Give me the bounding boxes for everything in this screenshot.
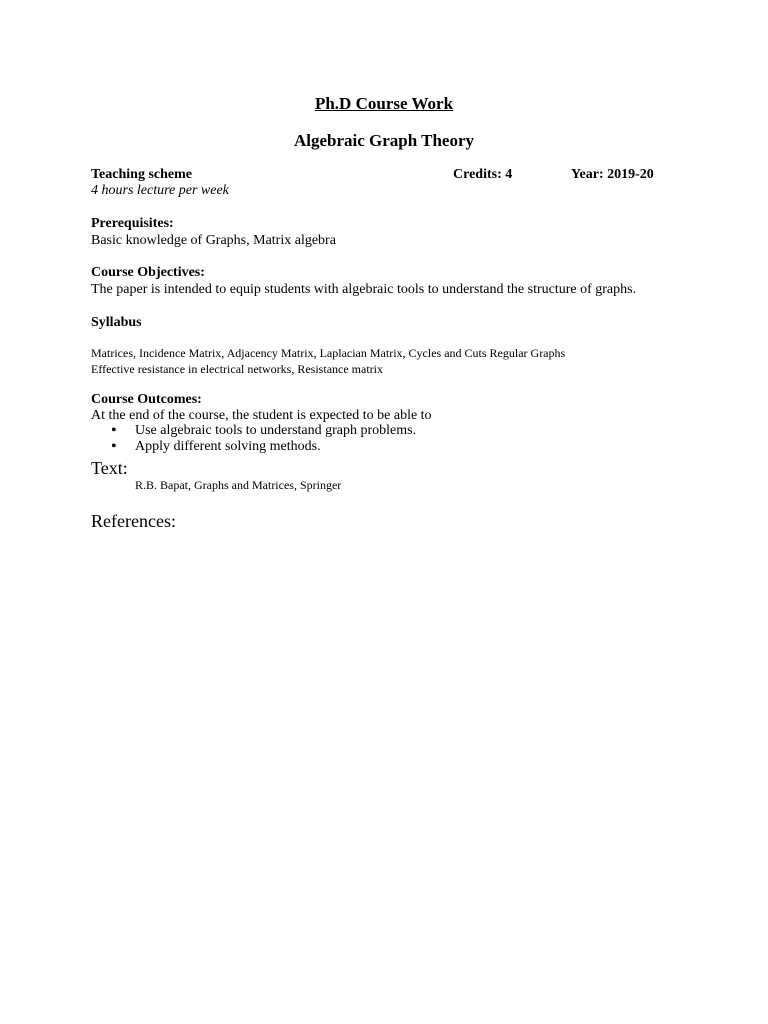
references-heading: References: bbox=[91, 511, 176, 531]
course-title: Algebraic Graph Theory bbox=[293, 131, 475, 150]
text-heading: Text: bbox=[91, 458, 128, 478]
outcomes-intro: At the end of the course, the student is expected to be able to bbox=[91, 408, 432, 423]
syllabus-heading: Syllabus bbox=[91, 315, 142, 330]
teaching-scheme-detail: 4 hours lecture per week bbox=[91, 183, 229, 198]
outcomes-list bbox=[111, 423, 416, 455]
list-item: • Apply different solving methods. bbox=[111, 439, 416, 455]
syllabus-line-2: Effective resistance in electrical networks, Resistance matrix bbox=[91, 362, 383, 376]
text-book: R.B. Bapat, Graphs and Matrices, Springer bbox=[135, 478, 342, 492]
syllabus-line-1: Matrices, Incidence Matrix, Adjacency Matrix, Laplacian Matrix, Cycles and Cuts Regular Graphs bbox=[91, 346, 566, 360]
prerequisites-heading: Prerequisites: bbox=[91, 216, 174, 231]
teaching-scheme-heading: Teaching scheme bbox=[91, 167, 192, 182]
list-item: • Use algebraic tools to understand graph problems. bbox=[111, 423, 416, 439]
credits-label: Credits: 4 bbox=[453, 167, 513, 182]
prerequisites-text: Basic knowledge of Graphs, Matrix algebra bbox=[91, 233, 336, 248]
document-title: Ph.D Course Work bbox=[314, 94, 454, 113]
year-label: Year: 2019-20 bbox=[571, 167, 654, 182]
objectives-heading: Course Objectives: bbox=[91, 265, 205, 280]
objectives-text: The paper is intended to equip students with algebraic tools to understand the structure of graphs. bbox=[91, 282, 637, 297]
outcomes-heading: Course Outcomes: bbox=[91, 392, 202, 407]
